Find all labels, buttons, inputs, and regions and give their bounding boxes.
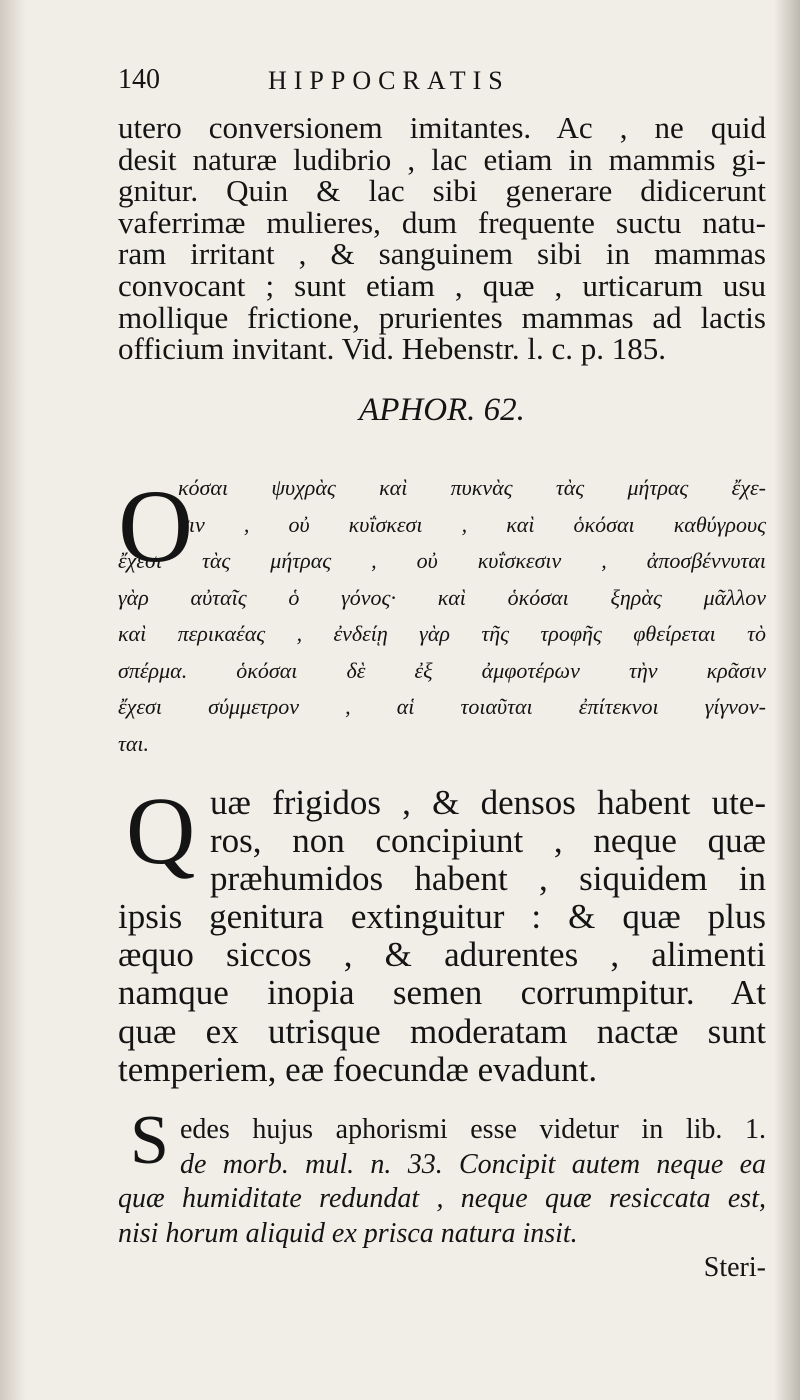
comment-drop-initial: S bbox=[130, 1102, 169, 1179]
greek-line: γὰρ αὐταῖς ὁ γόνος· καὶ ὁκόσαι ξηρὰς μᾶλλον bbox=[118, 584, 766, 610]
latin-translation bbox=[118, 777, 766, 1089]
page-header bbox=[118, 58, 766, 94]
greek-line: σιν , οὐ κυΐσκεσι , καὶ ὁκόσαι καθύγρους bbox=[178, 511, 766, 537]
latin-line: æquo siccos , & adurentes , alimenti bbox=[118, 935, 766, 975]
comment-line: edes hujus aphorismi esse videtur in lib. 1. bbox=[180, 1114, 766, 1145]
latin-line: ros, non concipiunt , neque quæ bbox=[210, 821, 766, 861]
text-line: vaferrimæ mulieres, dum frequente suctu natu- bbox=[118, 204, 766, 240]
latin-line: uæ frigidos , & densos habent ute- bbox=[210, 783, 766, 822]
latin-line: præhumidos habent , siquidem in bbox=[210, 859, 766, 899]
greek-drop-initial: O bbox=[118, 469, 194, 584]
text-line: ram irritant , & sanguinem sibi in mammas bbox=[118, 236, 766, 272]
text-line: gnitur. Quin & lac sibi generare didicerunt bbox=[118, 173, 766, 209]
commentary-paragraph-2 bbox=[118, 1113, 766, 1251]
comment-line: de morb. mul. n. 33. Concipit autem neque ea bbox=[180, 1148, 766, 1180]
comment-line: quæ humiditate redundat , neque quæ resiccata est, bbox=[118, 1183, 766, 1214]
running-head: HIPPOCRATIS bbox=[268, 66, 510, 95]
greek-line: καὶ περικαέας , ἐνδείῃ γὰρ τῆς τροφῆς φθείρεται τὸ bbox=[118, 621, 766, 646]
text-line: desit naturæ ludibrio , lac etiam in mammis gi- bbox=[118, 141, 766, 177]
page-left-edge bbox=[0, 0, 26, 1400]
greek-aphorism-text bbox=[118, 470, 766, 762]
text-line: utero conversionem imitantes. Ac , ne quid bbox=[118, 110, 766, 145]
comment-line: nisi horum aliquid ex prisca natura insit. bbox=[118, 1217, 578, 1249]
page-number: 140 bbox=[118, 64, 160, 95]
greek-line: σπέρμα. ὁκόσαι δὲ ἐξ ἀμφοτέρων τὴν κρᾶσιν bbox=[118, 657, 766, 683]
greek-line: ται. bbox=[118, 730, 150, 756]
page-right-edge bbox=[774, 0, 800, 1400]
text-line: mollique frictione, prurientes mammas ad lactis bbox=[118, 299, 766, 335]
latin-line: temperiem, eæ foecundæ evadunt. bbox=[118, 1049, 598, 1089]
aphorism-heading: APHOR. 62. bbox=[359, 392, 525, 428]
text-line: officium invitant. Vid. Hebenstr. l. c. p. 185. bbox=[118, 331, 667, 367]
latin-line: namque inopia semen corrumpitur. At bbox=[118, 973, 766, 1013]
greek-line: ἔχεσι σύμμετρον , αἱ τοιαῦται ἐπίτεκνοι γίγνον- bbox=[118, 694, 766, 719]
greek-line: κόσαι ψυχρὰς καὶ πυκνὰς τὰς μήτρας ἔχε- bbox=[178, 475, 766, 500]
latin-line: quæ ex utrisque moderatam nactæ sunt bbox=[118, 1011, 766, 1051]
book-page bbox=[118, 0, 766, 1400]
latin-drop-initial: Q bbox=[126, 777, 196, 884]
text-line: convocant ; sunt etiam , quæ , urticarum usu bbox=[118, 267, 766, 303]
greek-line: ἔχεσι τὰς μήτρας , οὐ κυΐσκεσιν , ἀποσβέννυται bbox=[118, 548, 766, 573]
commentary-paragraph-1 bbox=[118, 112, 766, 365]
latin-line: ipsis genitura extinguitur : & quæ plus bbox=[118, 897, 766, 937]
catchword: Steri- bbox=[703, 1252, 766, 1283]
